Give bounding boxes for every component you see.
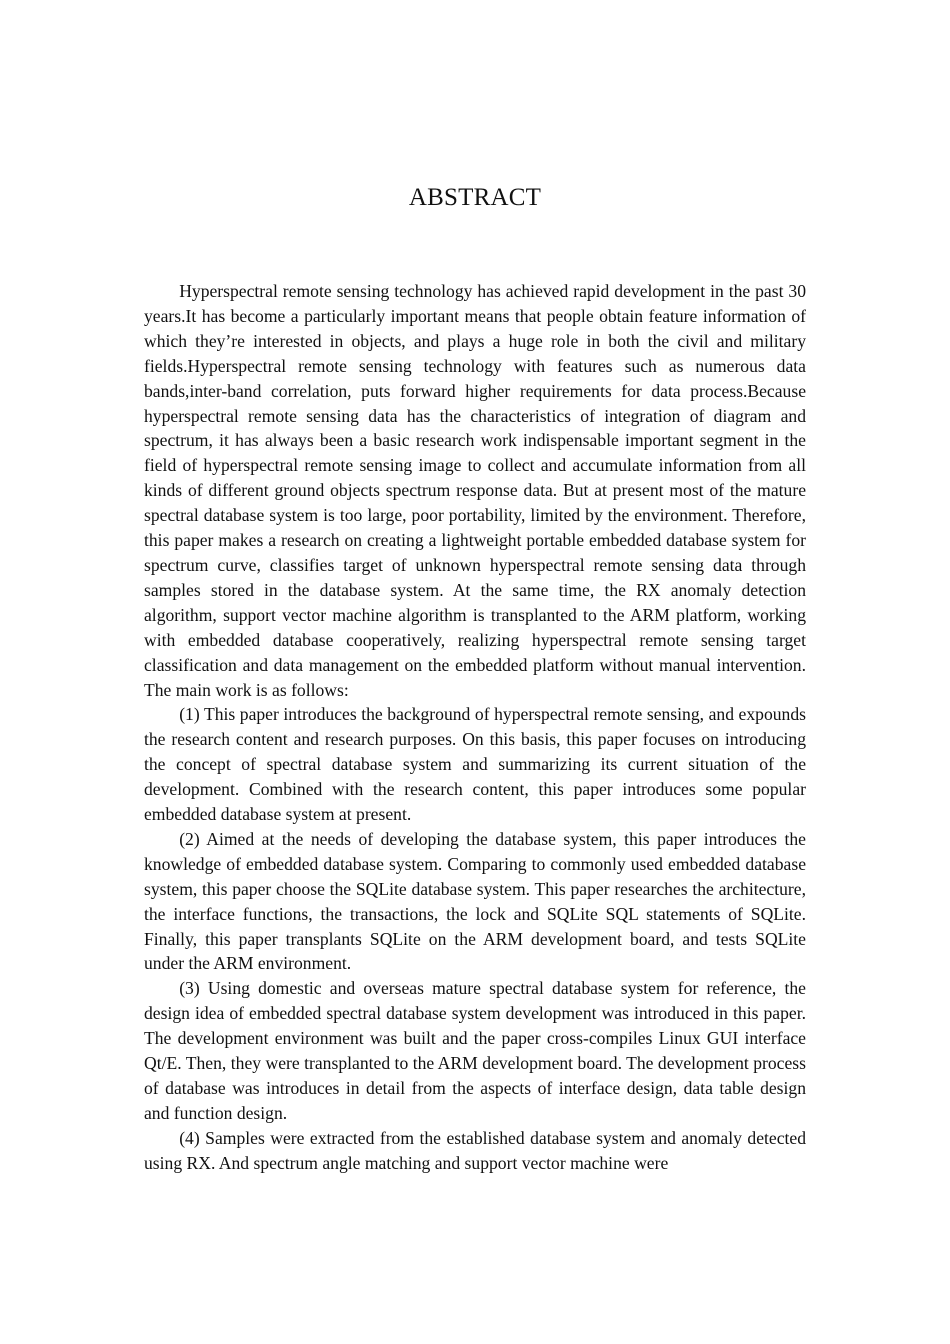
page-title: ABSTRACT <box>408 184 542 211</box>
paragraph-item-4: (4) Samples were extracted from the established database system and anomaly detected using RX. And spectrum angle matching and support vector machine were <box>144 1127 806 1173</box>
abstract-body <box>144 279 806 1176</box>
paragraph-item-1: (1) This paper introduces the background of hyperspectral remote sensing, and expounds the research content and research purposes. On this basis, this paper focuses on introducing the concept of spectral database system and summarizing its current situation of the development. Combined with the research content, this paper introduces some popular embedded database system at present. <box>144 704 806 825</box>
paragraph-item-2: (2) Aimed at the needs of developing the database system, this paper introduces the knowledge of embedded database system. Comparing to commonly used embedded database system, this paper choose the SQLite database system. This paper researches the architecture, the interface functions, the transactions, the lock and SQLite SQL statements of SQLite. Finally, this paper transplants SQLite on the ARM development board, and tests SQLite under the ARM environment. <box>144 828 806 974</box>
paragraph-item-3: (3) Using domestic and overseas mature spectral database system for reference, the design idea of embedded spectral database system development was introduced in this paper. The development environment was built and the paper cross-compiles Linux GUI interface Qt/E. Then, they were transplanted to the ARM development board. The development process of database was introduces in detail from the aspects of interface design, data table design and function design. <box>144 978 806 1123</box>
paragraph-intro: Hyperspectral remote sensing technology has achieved rapid development in the past 30 years.It has become a particularly important means that people obtain feature information of which they’re interested in objects, and plays a huge role in both the civil and military fields.Hyperspectral remote sensing technology with features such as numerous data bands,inter-band correlation, puts forward higher requirements for data process.Because hyperspectral remote sensing data has the characteristics of integration of diagram and spectrum, it has always been a basic research work indispensable important segment in the field of hyperspectral remote sensing image to collect and accumulate information from all kinds of different ground objects spectrum response data. But at present most of the mature spectral database system is too large, poor portability, limited by the environment. Therefore, this paper makes a research on creating a lightweight portable embedded database system for spectrum curve, classifies target of unknown hyperspectral remote sensing data through samples stored in the database system. At the same time, the RX anomaly detection algorithm, support vector machine algorithm is transplanted to the ARM platform, working with embedded database cooperatively, realizing hyperspectral remote sensing target classification and data management on the embedded platform without manual intervention. The main work is as follows: <box>144 281 806 700</box>
